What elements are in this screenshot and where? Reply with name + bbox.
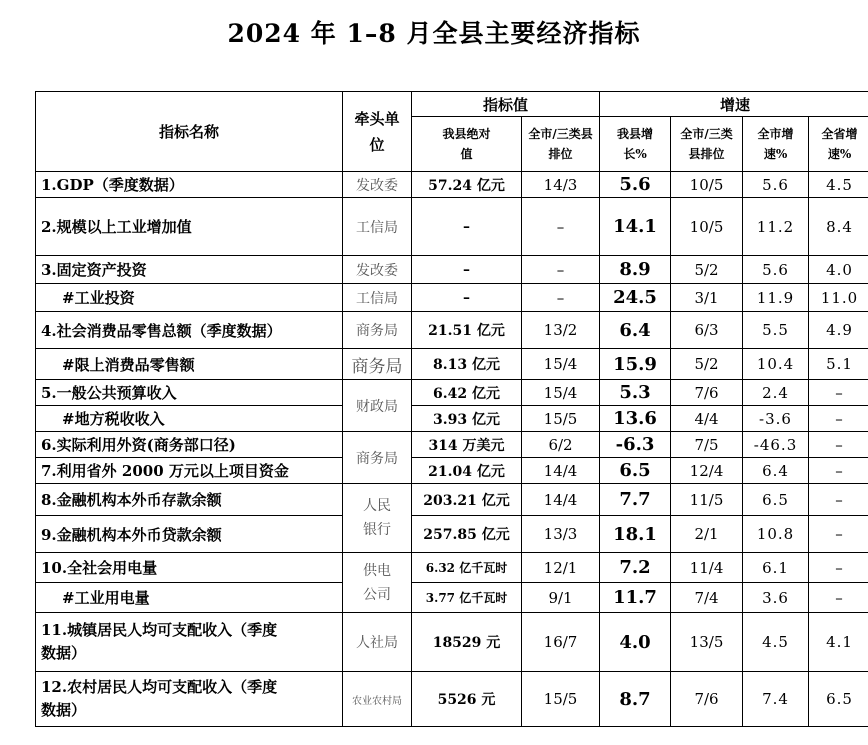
lead-unit: 工信局: [343, 198, 412, 256]
county-absolute: 5526 元: [412, 672, 522, 727]
indicator-name: #工业投资: [36, 284, 343, 312]
county-growth: 11.7: [600, 583, 671, 613]
header-county-absolute: 我县绝对值: [412, 117, 522, 172]
province-growth: –: [809, 583, 868, 613]
county-absolute: 6.32 亿千瓦时: [412, 553, 522, 583]
province-growth: 4.9: [809, 312, 868, 349]
header-province-growth: 全省增速%: [809, 117, 868, 172]
lead-unit: 发改委: [343, 256, 412, 284]
header-lead-unit: 牵头单位: [343, 92, 412, 172]
city-rank: 15/5: [522, 406, 600, 432]
city-rank-growth: 2/1: [671, 516, 743, 553]
county-growth: 14.1: [600, 198, 671, 256]
city-rank-growth: 3/1: [671, 284, 743, 312]
indicator-name: 12.农村居民人均可支配收入（季度数据）: [36, 672, 343, 727]
county-growth: 15.9: [600, 349, 671, 380]
header-growth-group: 增速: [600, 92, 868, 117]
province-growth: 5.1: [809, 349, 868, 380]
county-growth: 13.6: [600, 406, 671, 432]
province-growth: –: [809, 484, 868, 516]
indicator-name: #限上消费品零售额: [36, 349, 343, 380]
city-rank: 14/4: [522, 458, 600, 484]
city-rank-growth: 5/2: [671, 256, 743, 284]
province-growth: –: [809, 553, 868, 583]
province-growth: 6.5: [809, 672, 868, 727]
city-growth: 10.8: [743, 516, 809, 553]
city-growth: 5.6: [743, 172, 809, 198]
city-rank-growth: 12/4: [671, 458, 743, 484]
county-growth: 8.9: [600, 256, 671, 284]
lead-unit: 农业农村局: [343, 672, 412, 727]
county-absolute: 18529 元: [412, 613, 522, 672]
province-growth: 8.4: [809, 198, 868, 256]
city-rank: 6/2: [522, 432, 600, 458]
county-absolute: –: [412, 284, 522, 312]
city-growth: 7.4: [743, 672, 809, 727]
indicator-name: 4.社会消费品零售总额（季度数据）: [36, 312, 343, 349]
city-growth: 6.1: [743, 553, 809, 583]
lead-unit: 人社局: [343, 613, 412, 672]
county-absolute: 3.93 亿元: [412, 406, 522, 432]
county-growth: 6.5: [600, 458, 671, 484]
county-absolute: 21.04 亿元: [412, 458, 522, 484]
city-growth: 6.4: [743, 458, 809, 484]
province-growth: –: [809, 432, 868, 458]
city-rank: 13/2: [522, 312, 600, 349]
city-rank: 12/1: [522, 553, 600, 583]
city-growth: -3.6: [743, 406, 809, 432]
county-absolute: 57.24 亿元: [412, 172, 522, 198]
header-county-growth: 我县增长%: [600, 117, 671, 172]
province-growth: 4.5: [809, 172, 868, 198]
lead-unit: 工信局: [343, 284, 412, 312]
county-absolute: 21.51 亿元: [412, 312, 522, 349]
indicator-name: 6.实际利用外资(商务部口径): [36, 432, 343, 458]
city-rank-growth: 5/2: [671, 349, 743, 380]
county-absolute: –: [412, 198, 522, 256]
province-growth: 4.0: [809, 256, 868, 284]
table-row: [36, 613, 868, 672]
lead-unit: 商务局: [343, 432, 412, 484]
city-growth: 5.6: [743, 256, 809, 284]
province-growth: –: [809, 458, 868, 484]
indicator-table: [35, 91, 868, 727]
county-growth: 8.7: [600, 672, 671, 727]
indicator-name: 2.规模以上工业增加值: [36, 198, 343, 256]
indicator-name: #工业用电量: [36, 583, 343, 613]
indicator-name: 3.固定资产投资: [36, 256, 343, 284]
indicator-name: #地方税收收入: [36, 406, 343, 432]
city-growth: -46.3: [743, 432, 809, 458]
lead-unit: 财政局: [343, 380, 412, 432]
city-growth: 11.2: [743, 198, 809, 256]
table-row: [36, 583, 868, 613]
county-growth: 24.5: [600, 284, 671, 312]
table-row: [36, 516, 868, 553]
lead-unit: 商务局: [343, 312, 412, 349]
header-city-growth: 全市增速%: [743, 117, 809, 172]
city-rank: –: [522, 284, 600, 312]
city-rank: 15/4: [522, 349, 600, 380]
city-rank-growth: 4/4: [671, 406, 743, 432]
table-row: [36, 256, 868, 284]
city-growth: 2.4: [743, 380, 809, 406]
county-growth: 6.4: [600, 312, 671, 349]
city-rank-growth: 7/4: [671, 583, 743, 613]
header-city-rank: 全市/三类县排位: [522, 117, 600, 172]
city-rank: 15/5: [522, 672, 600, 727]
header-indicator-name: 指标名称: [36, 92, 343, 172]
province-growth: –: [809, 516, 868, 553]
header-city-rank-growth: 全市/三类县排位: [671, 117, 743, 172]
city-growth: 11.9: [743, 284, 809, 312]
city-rank: 14/3: [522, 172, 600, 198]
table-row: [36, 484, 868, 516]
city-rank: 14/4: [522, 484, 600, 516]
county-growth: 5.3: [600, 380, 671, 406]
city-rank-growth: 7/6: [671, 380, 743, 406]
county-absolute: 8.13 亿元: [412, 349, 522, 380]
table-row: [36, 432, 868, 458]
indicator-name: 5.一般公共预算收入: [36, 380, 343, 406]
city-rank: 13/3: [522, 516, 600, 553]
county-growth: 4.0: [600, 613, 671, 672]
page-title: 2024 年 1–8 月全县主要经济指标: [227, 19, 641, 48]
lead-unit: 供电公司: [343, 553, 412, 613]
indicator-name: 11.城镇居民人均可支配收入（季度数据）: [36, 613, 343, 672]
lead-unit: 发改委: [343, 172, 412, 198]
city-rank-growth: 10/5: [671, 172, 743, 198]
indicator-name: 8.金融机构本外币存款余额: [36, 484, 343, 516]
table-row: [36, 349, 868, 380]
table-row: [36, 458, 868, 484]
indicator-name: 1.GDP（季度数据）: [36, 172, 343, 198]
city-growth: 5.5: [743, 312, 809, 349]
county-growth: 5.6: [600, 172, 671, 198]
province-growth: 11.0: [809, 284, 868, 312]
city-rank: –: [522, 198, 600, 256]
lead-unit: 人民银行: [343, 484, 412, 553]
city-rank-growth: 11/5: [671, 484, 743, 516]
county-growth: 7.7: [600, 484, 671, 516]
city-rank: 9/1: [522, 583, 600, 613]
table-row: [36, 284, 868, 312]
city-growth: 3.6: [743, 583, 809, 613]
city-rank: –: [522, 256, 600, 284]
table-row: [36, 312, 868, 349]
county-growth: -6.3: [600, 432, 671, 458]
city-rank-growth: 11/4: [671, 553, 743, 583]
city-growth: 10.4: [743, 349, 809, 380]
city-rank-growth: 10/5: [671, 198, 743, 256]
county-growth: 18.1: [600, 516, 671, 553]
table-row: [36, 172, 868, 198]
indicator-name: 10.全社会用电量: [36, 553, 343, 583]
county-absolute: 314 万美元: [412, 432, 522, 458]
county-absolute: 6.42 亿元: [412, 380, 522, 406]
city-rank: 16/7: [522, 613, 600, 672]
city-growth: 4.5: [743, 613, 809, 672]
table-row: [36, 672, 868, 727]
city-rank-growth: 7/5: [671, 432, 743, 458]
city-growth: 6.5: [743, 484, 809, 516]
province-growth: 4.1: [809, 613, 868, 672]
province-growth: –: [809, 380, 868, 406]
county-absolute: –: [412, 256, 522, 284]
header-value-group: 指标值: [412, 92, 600, 117]
city-rank-growth: 7/6: [671, 672, 743, 727]
indicator-name: 7.利用省外 2000 万元以上项目资金: [36, 458, 343, 484]
table-row: [36, 406, 868, 432]
province-growth: –: [809, 406, 868, 432]
county-growth: 7.2: [600, 553, 671, 583]
county-absolute: 257.85 亿元: [412, 516, 522, 553]
table-row: [36, 380, 868, 406]
city-rank-growth: 13/5: [671, 613, 743, 672]
table-row: [36, 553, 868, 583]
indicator-name: 9.金融机构本外币贷款余额: [36, 516, 343, 553]
city-rank: 15/4: [522, 380, 600, 406]
county-absolute: 3.77 亿千瓦时: [412, 583, 522, 613]
city-rank-growth: 6/3: [671, 312, 743, 349]
lead-unit: 商务局: [343, 349, 412, 380]
table-row: [36, 198, 868, 256]
county-absolute: 203.21 亿元: [412, 484, 522, 516]
